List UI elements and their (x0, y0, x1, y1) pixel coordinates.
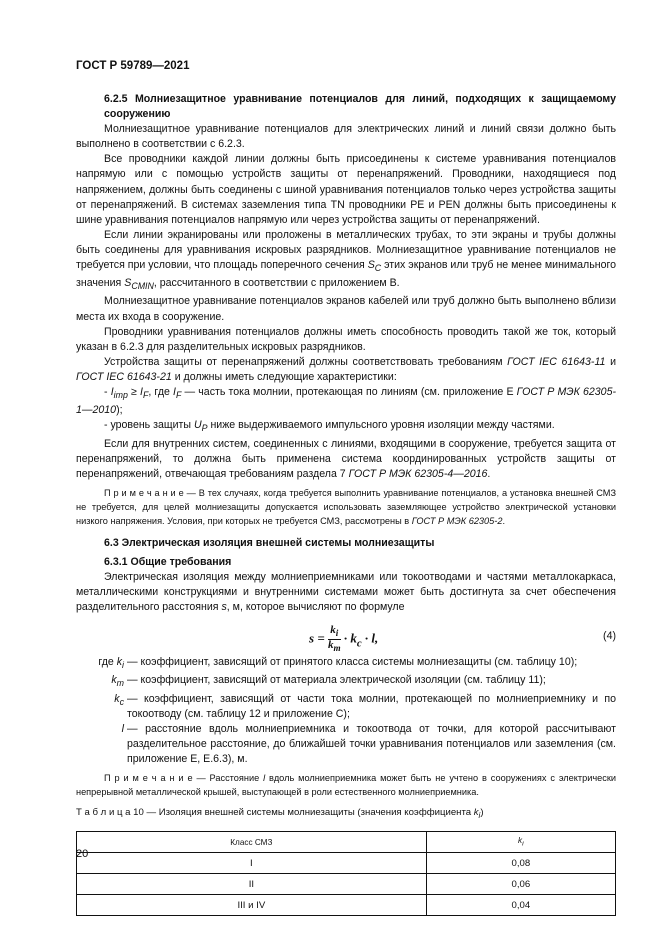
reference: ГОСТ Р МЭК 62305-2 (411, 515, 503, 526)
table-row (77, 853, 616, 874)
definition-item: где $k_i$ — коэффициент, зависящий от принятого класса системы молниезащиты (см. таблицу 10); (98, 656, 578, 671)
paragraph: Устройства защиты от перенапряжений должны соответствовать требованиям ГОСТ IEC 61643-11 и ГОСТ IEC 61643-21 и должны иметь следующие характеристики: (76, 355, 616, 383)
page-body (76, 92, 616, 916)
column-header: Класс СМЗ (77, 832, 427, 853)
formula-block (76, 623, 616, 653)
table-row (77, 874, 616, 895)
paragraph: Все проводники каждой линии должны быть присоединены к системе уравнивания потенциалов напрямую или с помощью устройств защиты от перенапряжений. Проводники, находящиеся под напряжением, должны быть соединены с шиной уравнивания потенциалов только через устройства защиты от перенапряжений. В системах заземления типа TN проводники PE и PEN должны быть присоединены к шине уравнивания потенциалов напрямую или через устройства защиты от перенапряжений. (76, 153, 616, 226)
note: П р и м е ч а н и е — В тех случаях, когда требуется выполнить уравнивание потенциалов, а установка внешней СМЗ не требуется, для целей молниезащиты допускается использовать заземляющее устройство электрической установки низкого напряжения. Условия, при которых не требуется СМЗ, рассмотрены в ГОСТ Р МЭК 62305-2. (76, 487, 616, 526)
section-6-2-5-heading: 6.2.5 Молниезащитное уравнивание потенциалов для линий, подходящих к защищаемому сооружению (104, 93, 616, 121)
paragraph: Молниезащитное уравнивание потенциалов для электрических линий и линий связи должно быть выполнено в соответствии с 6.2.3. (76, 123, 616, 151)
definition-item: $k_m$ — коэффициент, зависящий от материала электрической изоляции (см. таблицу 11); (111, 674, 546, 689)
table-cell: 0,06 (426, 874, 615, 895)
reference: ГОСТ Р МЭК 62305-1—2010 (76, 386, 616, 417)
paragraph: Проводники уравнивания потенциалов должны иметь способность проводить такой же ток, который указан в 6.2.3 для разделительных искровых разрядников. (76, 325, 616, 353)
paragraph: Если для внутренних систем, соединенных с линиями, входящими в сооружение, требуется защита от перенапряжений, то должна быть применена система координированных устройств защиты от перенапряжений, отвечающая требованиям раздела 7 ГОСТ Р МЭК 62305-4—2016. (76, 437, 616, 480)
table-cell: 0,08 (426, 853, 615, 874)
table-10 (76, 831, 616, 916)
definition-item: l — расстояние вдоль молниеприемника и токоотвода от точки, для которой рассчитывают разделительное расстояние, до ближайшей точки уравнивания потенциалов или заземления (см. приложение Е, Е.6.3), м. (121, 722, 616, 766)
reference: ГОСТ IEC 61643-21 (76, 370, 172, 383)
reference: ГОСТ IEC 61643-11 (507, 355, 606, 368)
table-row (77, 895, 616, 916)
section-6-3-heading: 6.3 Электрическая изоляция внешней системы молниезащиты (104, 536, 435, 549)
section-6-3-1-heading: 6.3.1 Общие требования (104, 555, 232, 568)
paragraph: Если линии экранированы или проложены в металлических трубах, то эти экраны и трубы должны быть соединены для уравнивания искровых разрядников. Молниезащитное уравнивание потенциалов не требуется при условии, что площадь поперечного сечения $S_C$ этих экранов или труб не менее минимального значения $S_{CMIN}$, рассчитанного в соответствии с приложением В. (76, 228, 616, 292)
equation-number: (4) (603, 630, 616, 643)
table-cell: 0,04 (426, 895, 615, 916)
page-header-standard: ГОСТ Р 59789—2021 (76, 60, 190, 72)
table-cell: III и IV (77, 895, 427, 916)
table-cell: II (77, 874, 427, 895)
column-header: $k_i$ (426, 832, 615, 853)
list-item: - уровень защиты $U_P$ ниже выдерживаемого импульсного уровня изоляции между частями. (104, 419, 555, 434)
list-item: - $I_{imp} \ge I_F$, где $I_F$ — часть тока молнии, протекающая по линиям (см. приложение Е ГОСТ Р МЭК 62305-1—2010); (76, 386, 616, 417)
paragraph: Молниезащитное уравнивание потенциалов экранов кабелей или труб должно быть выполнено вблизи места их входа в сооружение. (76, 295, 616, 323)
page-number: 20 (76, 848, 89, 860)
table-cell: I (77, 853, 427, 874)
separation-distance-formula: s = $\frac{k_i}{k_m}$ · $k_c \cdot l$, (309, 624, 379, 654)
reference: ГОСТ Р МЭК 62305-4—2016 (348, 467, 488, 480)
table-header-row (77, 832, 616, 853)
formula-definitions (76, 655, 616, 767)
note: П р и м е ч а н и е — Расстояние l вдоль молниеприемника может быть не учтено в сооружениях с электрически непрерывной металлической крышей, выступающей в роли естественного молниеприемника. (76, 773, 616, 798)
table-caption: Т а б л и ц а 10 — Изоляция внешней системы молниезащиты (значения коэффициента $k_i$) (76, 807, 484, 821)
paragraph: Электрическая изоляция между молниеприемниками или токоотводами и частями металлокаркаса, металлическими конструкциями и внутренними системами может быть достигнута за счет обеспечения разделительного расстояния s, м, которое вычисляют по формуле (76, 570, 616, 614)
definition-item: $k_c$ — коэффициент, зависящий от части тока молнии, протекающей по молниеприемнику и по токоотводу (см. таблицу 12 и приложение С); (114, 692, 616, 720)
